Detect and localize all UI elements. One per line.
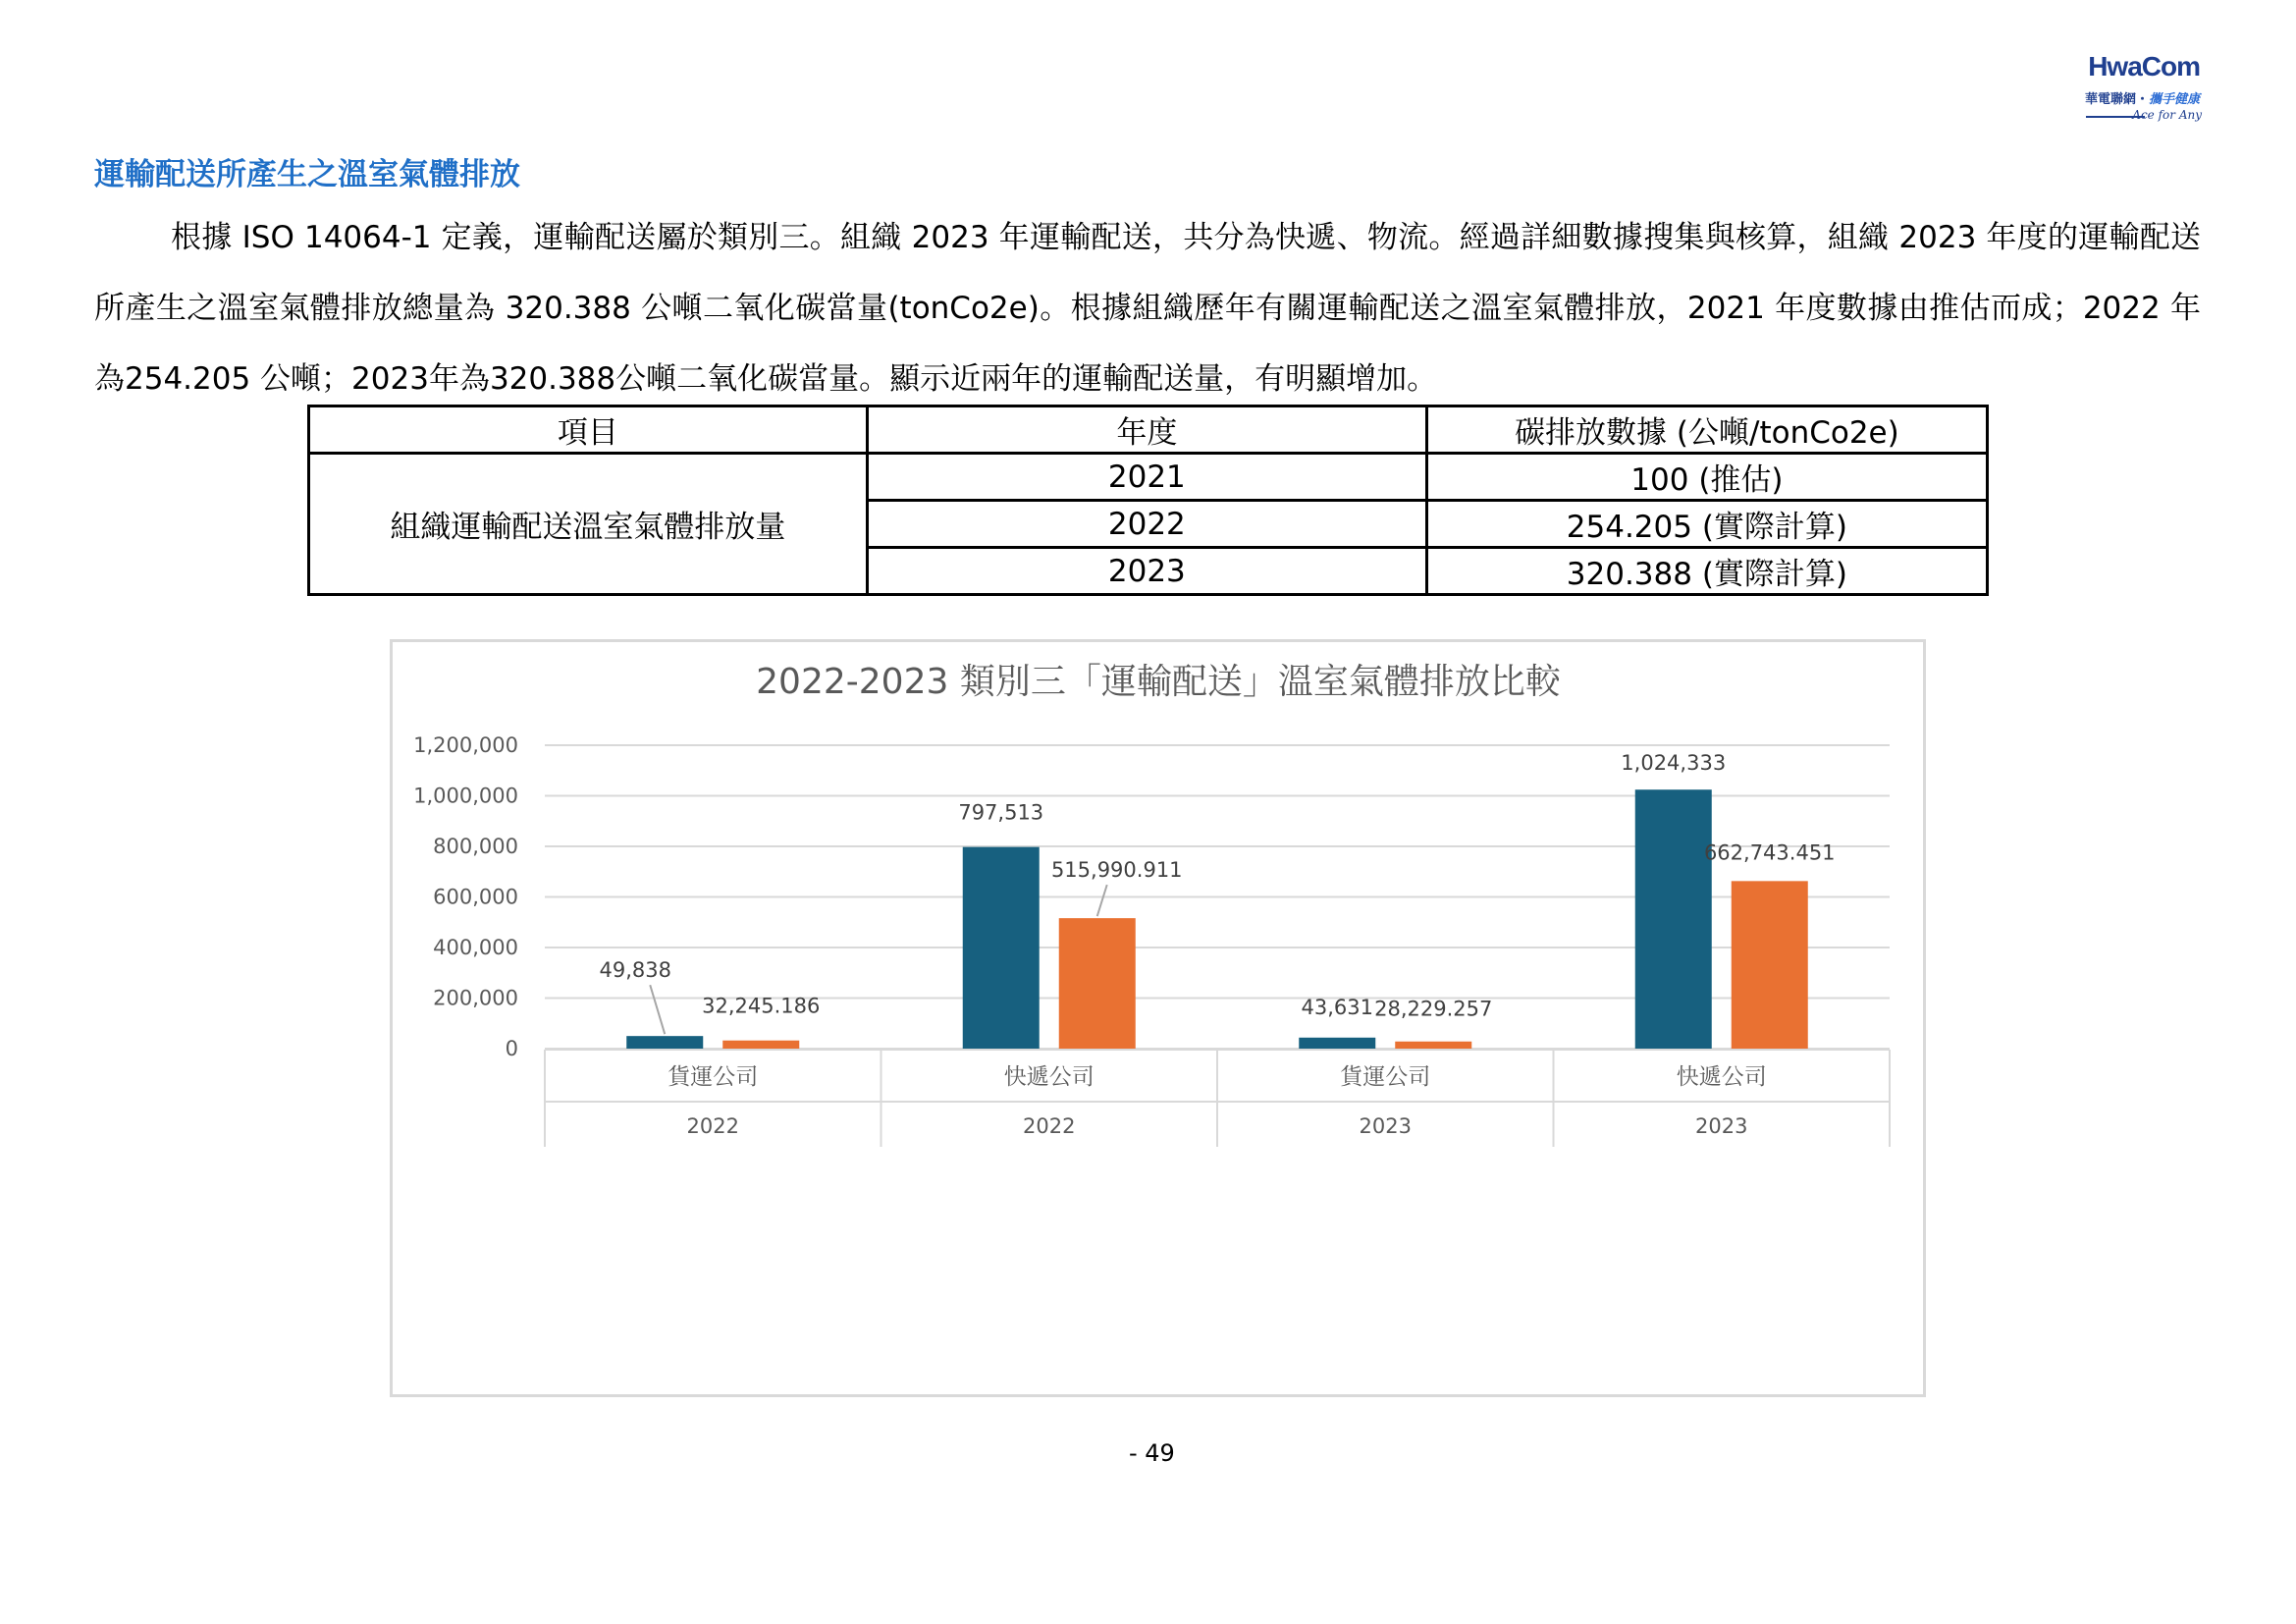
data-label: 515,990.911 xyxy=(1050,858,1183,883)
bar xyxy=(626,1036,703,1049)
data-label: 1,024,333 xyxy=(1621,751,1727,776)
emission-chart xyxy=(390,639,1926,1397)
header-emission: 碳排放數據 (公噸/tonCo2e) xyxy=(1426,406,1987,454)
chart-svg xyxy=(393,642,1923,1394)
row-value: 320.388 (實際計算) xyxy=(1426,548,1987,595)
header-item: 項目 xyxy=(309,406,868,454)
data-label: 28,229.257 xyxy=(1374,997,1493,1021)
body-paragraph: 根據 ISO 14064-1 定義，運輸配送屬於類別三。組織 2023 年運輸配送，共分為快遞、物流。經過詳細數據搜集與核算，組織 2023 年度的運輸配送所產生之溫室氣體排放總量為 320.388 公噸二氧化碳當量(tonCo2e)。根據組織歷年有關運輸配送之溫室氣體排放，2021 年度數據由推估而成；2022 年為254.205 公噸；2023年為320.388公噸二氧化碳當量。顯示近兩年的運輸配送量，有明顯增加。 xyxy=(94,220,2201,397)
bar xyxy=(722,1041,799,1049)
x-category-label: 貨運公司 xyxy=(1340,1064,1431,1090)
bar xyxy=(1059,918,1136,1049)
data-label: 32,245.186 xyxy=(702,994,821,1018)
row-value: 100 (推估) xyxy=(1426,454,1987,501)
bar xyxy=(1732,881,1808,1049)
logo-company-cn: 華電聯網・攜手健康 xyxy=(2084,92,2200,107)
row-year: 2021 xyxy=(867,454,1426,501)
row-value: 254.205 (實際計算) xyxy=(1426,501,1987,548)
x-category-label: 貨運公司 xyxy=(667,1064,759,1090)
label-leader xyxy=(650,985,665,1034)
y-tick-label: 600,000 xyxy=(433,885,518,909)
bar xyxy=(963,847,1040,1049)
emission-table xyxy=(307,405,1989,596)
y-tick-label: 0 xyxy=(505,1037,518,1060)
bar xyxy=(1395,1042,1471,1049)
data-label: 43,631 xyxy=(1301,995,1373,1019)
table-header-row xyxy=(309,406,1988,454)
x-category-label: 快遞公司 xyxy=(1676,1064,1767,1090)
data-label: 662,743.451 xyxy=(1703,840,1836,865)
label-leader xyxy=(1097,885,1107,916)
y-tick-label: 1,200,000 xyxy=(413,733,518,757)
row-year: 2022 xyxy=(867,501,1426,548)
logo-brand: HwaCom xyxy=(2088,51,2200,81)
data-label: 49,838 xyxy=(599,958,671,983)
x-group-label: 2023 xyxy=(1359,1114,1412,1138)
y-tick-label: 800,000 xyxy=(433,835,518,858)
x-group-label: 2022 xyxy=(686,1114,739,1138)
y-tick-label: 200,000 xyxy=(433,986,518,1010)
table-row xyxy=(309,454,1988,501)
chart-title: 2022-2023 類別三「運輸配送」溫室氣體排放比較 xyxy=(756,662,1561,702)
company-logo xyxy=(2042,51,2214,130)
logo-slogan: Ace for Any xyxy=(2132,108,2202,122)
x-category-label: 快遞公司 xyxy=(1003,1064,1095,1090)
header-year: 年度 xyxy=(867,406,1426,454)
row-year: 2023 xyxy=(867,548,1426,595)
page-number: - 49 xyxy=(1129,1439,1175,1467)
y-tick-label: 400,000 xyxy=(433,936,518,959)
x-group-label: 2023 xyxy=(1695,1114,1748,1138)
x-group-label: 2022 xyxy=(1023,1114,1076,1138)
y-tick-label: 1,000,000 xyxy=(413,784,518,808)
section-title: 運輸配送所產生之溫室氣體排放 xyxy=(94,157,520,192)
bar xyxy=(1635,789,1712,1049)
item-label: 組織運輸配送溫室氣體排放量 xyxy=(309,454,868,595)
bar xyxy=(1299,1038,1375,1049)
data-label: 797,513 xyxy=(958,800,1044,825)
